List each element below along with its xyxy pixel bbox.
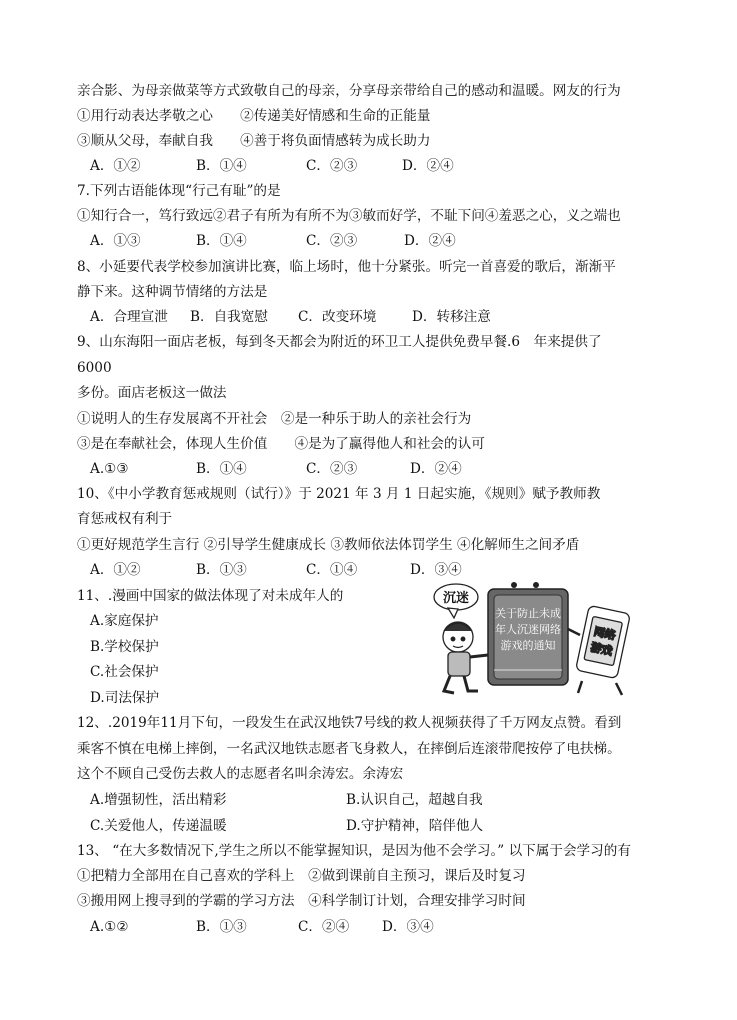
q9-stem-line3: 多份。面店老板这一做法 [77, 385, 227, 401]
q10-option-a[interactable]: A．①② [90, 562, 141, 578]
q13-statement-3-4: ③搬用网上搜寻到的学霸的学习方法 ④科学制订计划，合理安排学习时间 [77, 893, 526, 909]
q11-option-b[interactable]: B.学校保护 [90, 639, 159, 655]
notice-line-1: 关于防止未成 [495, 608, 561, 620]
q13-stem: 13、 “在大多数情况下,学生之所以不能掌握知识，是因为他不会学习。” 以下属于会学习的有 [77, 843, 631, 859]
q10-stem-line2: 育惩戒权有利于 [77, 511, 173, 527]
q11-option-d[interactable]: D.司法保护 [90, 690, 160, 706]
q6-option-a[interactable]: A．①② [90, 158, 141, 174]
q8-option-d[interactable]: D．转移注意 [412, 309, 491, 325]
q8-option-c[interactable]: C．改变环境 [298, 309, 377, 325]
phone-figure [568, 605, 630, 695]
q7-option-d[interactable]: D．②④ [404, 233, 456, 249]
q11-option-c[interactable]: C.社会保护 [90, 664, 159, 680]
q10-statements: ①更好规范学生言行 ②引导学生健康成长 ③教师依法体罚学生 ④化解师生之间矛盾 [77, 537, 580, 553]
q10-option-d[interactable]: D．③④ [410, 562, 462, 578]
q13-option-c[interactable]: C．②④ [298, 919, 350, 935]
q7-option-c[interactable]: C．②③ [306, 233, 358, 249]
q9-option-a[interactable]: A.①③ [90, 461, 129, 477]
bubble-text: 沉迷 [442, 590, 470, 605]
q12-option-d[interactable]: D.守护精神，陪伴他人 [346, 818, 484, 834]
q10-option-c[interactable]: C．①④ [306, 562, 358, 578]
q8-option-a[interactable]: A．合理宣泄 [90, 309, 168, 325]
q7-option-a[interactable]: A．①③ [90, 233, 141, 249]
q13-option-b[interactable]: B．①③ [196, 919, 247, 935]
phone-text-2: 游戏 [589, 641, 614, 658]
q8-option-b[interactable]: B．自我宽慰 [190, 309, 268, 325]
q6-option-c[interactable]: C．②③ [306, 158, 358, 174]
q12-stem-line3: 这个不顾自己受伤去救人的志愿者名叫余涛宏。余涛宏 [77, 766, 404, 782]
q12-stem-line1: 12、.2019年11月下旬，一段发生在武汉地铁7号线的救人视频获得了千万网友点赞。看到 [77, 715, 622, 731]
q9-option-d[interactable]: D．②④ [410, 461, 462, 477]
q9-stem-line1: 9、山东海阳一面店老板，每到冬天都会为附近的环卫工人提供免费早餐.6 年来提供了 [77, 334, 602, 350]
q7-statements: ①知行合一，笃行致远②君子有所为有所不为③敏而好学，不耻下问④羞恶之心，义之端也 [77, 208, 621, 224]
q13-option-d[interactable]: D．③④ [382, 919, 434, 935]
q6-option-b[interactable]: B．①④ [196, 158, 247, 174]
q6-statement-1-2: ①用行动表达孝敬之心 ②传递美好情感和生命的正能量 [77, 108, 431, 124]
boy-figure [443, 622, 488, 693]
q9-option-b[interactable]: B．①④ [196, 461, 247, 477]
q10-stem-line1: 10、《中小学教育惩戒规则（试行）》于 2021 年 3 月 1 日起实施，《规则》赋予教师教 [77, 486, 601, 502]
q9-statement-3-4: ③是在奉献社会，体现人生价值 ④是为了赢得他人和社会的认可 [77, 436, 485, 452]
q11-option-a[interactable]: A.家庭保护 [90, 613, 159, 629]
q6-statement-3-4: ③顺从父母，奉献自我 ④善于将负面情感转为成长助力 [77, 133, 431, 149]
phone-text-1: 网络 [592, 626, 617, 643]
q12-option-a[interactable]: A.增强韧性，活出精彩 [90, 792, 227, 808]
q13-statement-1-2: ①把精力全部用在自己喜欢的学科上 ②做到课前自主预习，课后及时复习 [77, 868, 526, 884]
q12-option-c[interactable]: C.关爱他人，传递温暖 [90, 818, 227, 834]
q10-option-b[interactable]: B．①③ [196, 562, 247, 578]
notice-line-2: 年人沉迷网络 [495, 624, 561, 636]
q8-stem-line1: 8、小延要代表学校参加演讲比赛，临上场时，他十分紧张。听完一首喜爱的歌后，渐渐平 [77, 259, 616, 275]
q7-option-b[interactable]: B．①④ [196, 233, 247, 249]
q12-stem-line2: 乘客不慎在电梯上摔倒，一名武汉地铁志愿者飞身救人，在摔倒后连滚带爬按停了电扶梯。 [77, 741, 621, 757]
notice-line-3: 游戏的通知 [500, 640, 556, 652]
q7-stem: 7.下列古语能体现“行己有耻”的是 [77, 183, 281, 199]
cartoon-illustration [432, 575, 647, 703]
q9-statement-1-2: ①说明人的生存发展离不开社会 ②是一种乐于助人的亲社会行为 [77, 411, 472, 427]
q6-stem-tail: 亲合影、为母亲做菜等方式致敬自己的母亲，分享母亲带给自己的感动和温暖。网友的行为 [77, 83, 621, 99]
q13-option-a[interactable]: A.①② [90, 919, 129, 935]
q12-option-b[interactable]: B.认识自己，超越自我 [346, 792, 483, 808]
q6-option-d[interactable]: D．②④ [402, 158, 454, 174]
q11-stem: 11、.漫画中国家的做法体现了对未成年人的 [77, 588, 344, 604]
q8-stem-line2: 静下来。这种调节情绪的方法是 [77, 284, 268, 300]
speech-bubble [434, 584, 478, 618]
notice-board [488, 582, 568, 685]
q9-option-c[interactable]: C．②③ [306, 461, 358, 477]
q9-stem-line2: 6000 [77, 360, 112, 376]
